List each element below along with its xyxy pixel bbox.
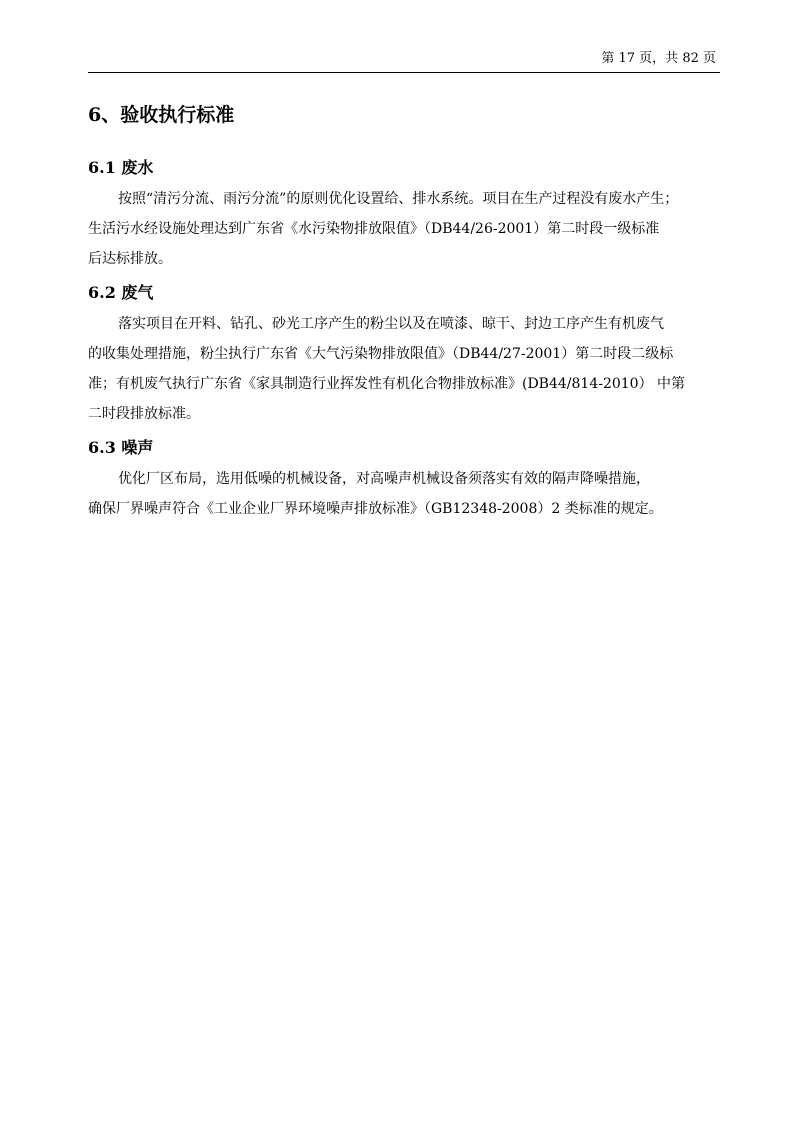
page-header bbox=[88, 44, 720, 73]
paragraph-line: 准；有机废气执行广东省《家具制造行业挥发性有机化合物排放标准》(DB44/814-2010） 中第 bbox=[88, 376, 686, 392]
subsection-heading-noise: 6.3 噪声 bbox=[88, 438, 154, 457]
subsection-heading-exhaust-gas: 6.2 废气 bbox=[88, 283, 154, 302]
paragraph-line: 优化厂区布局，选用低噪的机械设备，对高噪声机械设备须落实有效的隔声降噪措施， bbox=[118, 471, 650, 487]
paragraph-line: 二时段排放标准。 bbox=[88, 406, 200, 422]
paragraph-line: 落实项目在开料、钻孔、砂光工序产生的粉尘以及在喷漆、晾干、封边工序产生有机废气 bbox=[118, 316, 664, 332]
paragraph-noise bbox=[88, 464, 720, 524]
section-title: 6、验收执行标准 bbox=[88, 104, 235, 126]
paragraph-exhaust-gas bbox=[88, 309, 720, 429]
paragraph-wastewater bbox=[88, 184, 720, 274]
paragraph-line: 生活污水经设施处理达到广东省《水污染物排放限值》（DB44/26-2001）第二时段一级标准 bbox=[88, 221, 660, 237]
paragraph-line: 按照“清污分流、雨污分流”的原则优化设置给、排水系统。项目在生产过程没有废水产生； bbox=[118, 191, 679, 207]
page-number: 第 17 页，共 82 页 bbox=[601, 51, 716, 66]
paragraph-line: 的收集处理措施，粉尘执行广东省《大气污染物排放限值》（DB44/27-2001）第二时段二级标 bbox=[88, 346, 674, 362]
subsection-heading-wastewater: 6.1 废水 bbox=[88, 158, 154, 177]
paragraph-line: 确保厂界噪声符合《工业企业厂界环境噪声排放标准》（GB12348-2008）2 类标准的规定。 bbox=[88, 501, 663, 517]
document-body bbox=[88, 100, 720, 530]
paragraph-line: 后达标排放。 bbox=[88, 251, 172, 267]
